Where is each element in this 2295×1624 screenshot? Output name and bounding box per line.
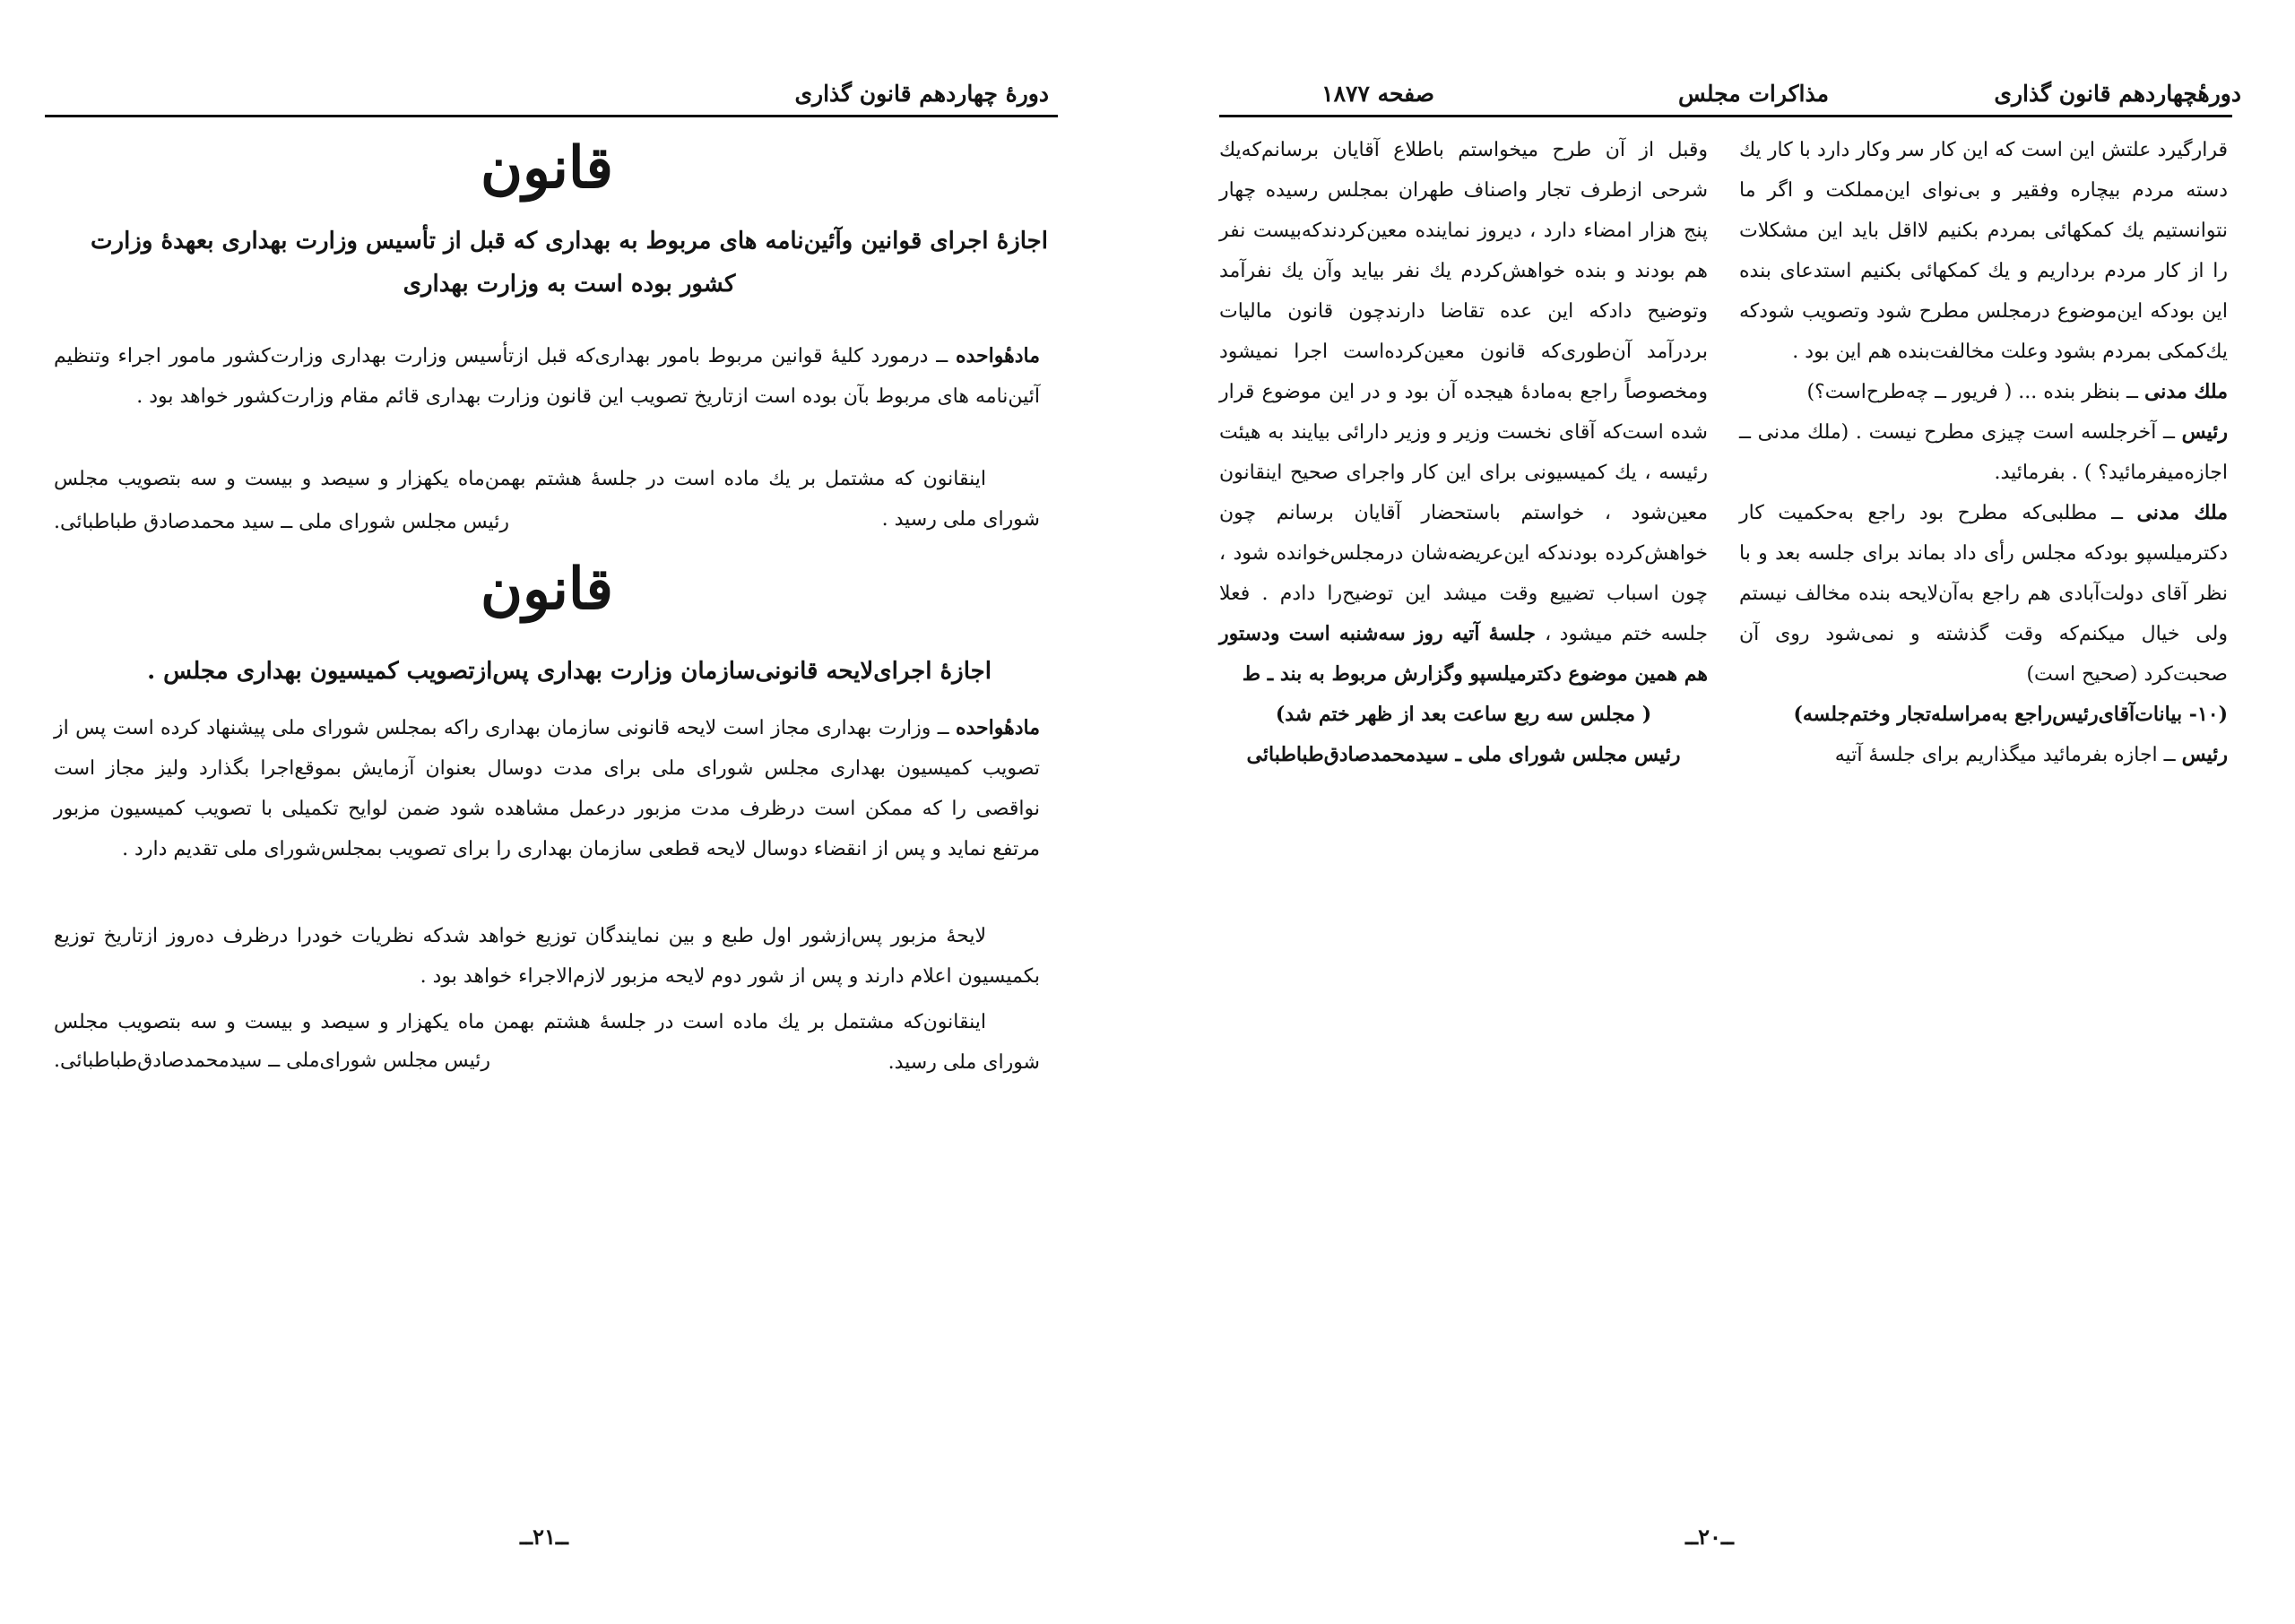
text-column-right xyxy=(1739,130,2228,775)
right-page-header xyxy=(1219,72,2241,117)
session-closed-note: ( مجلس سه ربع ساعت بعد از ظهر ختم شد) xyxy=(1275,703,1652,726)
law-title: اجازهٔ اجرای قوانین وآئین‌نامه های مربوط به بهداری که قبل از تأسیس وزارت بهداری بعهدهٔ وزارت کشور بوده است به وزارت بهداری xyxy=(91,228,1048,298)
speaker-name: ملك مدنی xyxy=(2143,380,2228,403)
right-page xyxy=(1165,0,2295,1624)
article-text: ــ وزارت بهداری مجاز است لایحه قانونی سازمان بهداری راکه بمجلس شورای ملی پیشنهاد کرده است پس از تصویب کمیسیون بهداری مجلس شورای ملی برای مدت دوسال بعنوان آزمایش بموقع‌اجرا بگذارد ولیز مجاز است نواقصی را که ممکن است درظرف مدت مزبور درعمل مشاهده شود ضمن لوایح تکمیلی با تصویب کمیسیون مزبور مرتفع نماید و پس از انقضاء دوسال لایحه قطعی سازمان بهداری را برای تصویب بمجلس‌شورای ملی تقدیم دارد . xyxy=(54,717,1040,860)
law-heading: قانون xyxy=(481,134,613,202)
speech-paragraph xyxy=(1739,372,2228,412)
speech-text: ــ اجازه بفرمائید میگذاریم برای جلسهٔ آتیه xyxy=(1834,744,2182,766)
article-label: مادهٔواحده xyxy=(955,716,1040,739)
signature: رئیس مجلس شورای ملی ـ سیدمحمدصادق‌طباطبائی xyxy=(1246,743,1681,766)
signature: رئیس مجلس شورای ملی ــ سید محمدصادق طباطبائی. xyxy=(54,511,510,533)
article-paragraph xyxy=(54,336,1040,417)
text-paragraph xyxy=(1219,130,1708,695)
signature-row xyxy=(54,1042,1040,1083)
law-heading: قانون xyxy=(481,556,613,623)
section-title: مذاکرات مجلس xyxy=(1677,81,1829,107)
journal-title: دورهٔچهاردهم قانون گذاری xyxy=(1994,81,2241,107)
left-page-header xyxy=(36,72,1058,117)
page-number: ــ۲۰ــ xyxy=(1685,1524,1734,1550)
text-run: وقبل از آن طرح میخواستم باطلاع آقایان برسانم‌که‌یك شرحی ازطرف تجار واصناف طهران بمجلس رسیده چهار پنج هزار امضاء دارد ، دیروز نماینده معین‌کردندکه‌بیست نفر هم بودند و بنده خواهش‌کردم یك نفر بیاید وآن یك نفرآمد وتوضیح دادکه این عده تقاضا دارندچون قانون مالیات بردرآمد آن‌طوری‌که قانون معین‌کرده‌است اجرا نمیشود ومخصوصاً راجع به‌مادهٔ هیجده آن بود و در این موضوع قرار شده است‌که آقای نخست وزیر و وزیر دارائی بیایند به هیئت رئیسه ، یك کمیسیونی برای این کار واجرای صحیح اینقانون معین‌شود ، خواستم باستحضار آقایان برسانم چون خواهش‌کرده بودندکه این‌عریضه‌شان درمجلس‌خوانده شود ، چون اسباب تضییع وقت میشد این توضیح‌را دادم . فعلا جلسه ختم میشود ، xyxy=(1219,139,1708,645)
bill-paragraph: لایحهٔ مزبور پس‌ازشور اول طبع و بین نمایندگان توزیع خواهد شدکه نظریات خودرا درظرف ده‌روز ازتاریخ توزیع بکمیسیون اعلام دارند و پس از شور دوم لایحه مزبور لازم‌الاجراء خواهد بود . xyxy=(54,925,1040,988)
speech-text: ــ مطلبی‌که مطرح بود راجع به‌حکمیت کار دکترمیلسپو بودکه مجلس رأی داد بماند برای جلسه بعد و با نظر آقای دولت‌آبادی هم راجع به‌آن‌لایحه بنده مخالف نیستم ولی خیال میکنم‌که وقت گذشته و نمی‌شود روی آن صحبت‌کرد (صحیح است) xyxy=(1739,502,2228,686)
article-text: ــ درمورد کلیهٔ قوانین مربوط بامور بهداری‌که قبل ازتأسیس وزارت بهداری وزارت‌کشور مامور اجراء وتنظیم آئین‌نامه های مربوط بآن بوده است ازتاریخ تصویب این قانون وزارت بهداری قائم مقام وزارت‌کشور خواهد بود . xyxy=(54,345,1040,408)
signature: رئیس مجلس شورای‌ملی ــ سیدمحمدصادق‌طباطبائی. xyxy=(54,1050,491,1072)
text-column-left xyxy=(1219,130,1708,775)
speech-paragraph xyxy=(1739,735,2228,775)
speaker-name: رئیس xyxy=(2181,743,2228,766)
speaker-name: رئیس xyxy=(2181,420,2228,444)
left-page xyxy=(0,0,1112,1624)
page-label: صفحه ۱۸۷۷ xyxy=(1321,81,1434,107)
approval-paragraph: اینقانون‌که مشتمل بر یك ماده است در جلسهٔ هشتم بهمن ماه یکهزار و سیصد و بیست و سه بتصویب مجلس شورای ملی رسید. xyxy=(54,1011,1040,1074)
header-rule xyxy=(45,115,1058,117)
signature-row xyxy=(54,504,1040,544)
law-title: اجازهٔ اجرای‌لایحه قانونی‌سازمان وزارت بهداری پس‌ازتصویب کمیسیون بهداری مجلس . xyxy=(147,658,992,685)
header-rule xyxy=(1219,115,2232,117)
section-heading: (۱۰- بیانات‌آقای‌رئیس‌راجع به‌مراسله‌تجار وختم‌جلسه) xyxy=(1793,703,2228,726)
text-paragraph: قرارگیرد علتش این است که این کار سر وکار دارد با کار یك دسته مردم بیچاره وفقیر و بی‌نوای این‌مملکت و اگر ما نتوانستیم یك کمکهائی بمردم بکنیم لااقل باید این مشکلات را از کار مردم برداریم و یك کمکهائی بکنیم استدعای بنده این بودکه این‌موضوع درمجلس مطرح شود وتصویب شودکه یك‌کمکی بمردم بشود وعلت مخالفت‌بنده هم این بود . xyxy=(1739,139,2228,363)
speaker-name: ملك مدنی xyxy=(2136,501,2228,524)
approval-paragraph: اینقانون که مشتمل بر یك ماده است در جلسهٔ هشتم بهمن‌ماه یکهزار و سیصد و بیست و سه بتصویب مجلس شورای ملی رسید . xyxy=(54,468,1040,531)
article-paragraph xyxy=(54,708,1040,869)
speech-text: ــ بنظر بنده ... ( فریور ــ چه‌طرح‌است؟) xyxy=(1806,381,2144,403)
speech-paragraph xyxy=(1739,412,2228,493)
journal-title: دورهٔ چهاردهم قانون گذاری xyxy=(794,81,1049,107)
page-number: ــ۲۱ــ xyxy=(520,1524,568,1550)
speech-paragraph xyxy=(1739,493,2228,695)
article-label: مادهٔواحده xyxy=(955,344,1040,367)
agenda-text: جلسهٔ آتیه روز سه‌شنبه است ودستور هم همین موضوع دکترمیلسپو وگزارش مربوط به بند ـ ط xyxy=(1219,622,1708,686)
speech-text: ــ آخرجلسه است چیزی مطرح نیست . (ملك‌ مدنی ــ اجازه‌میفرمائید؟ ) . بفرمائید. xyxy=(1739,421,2228,484)
